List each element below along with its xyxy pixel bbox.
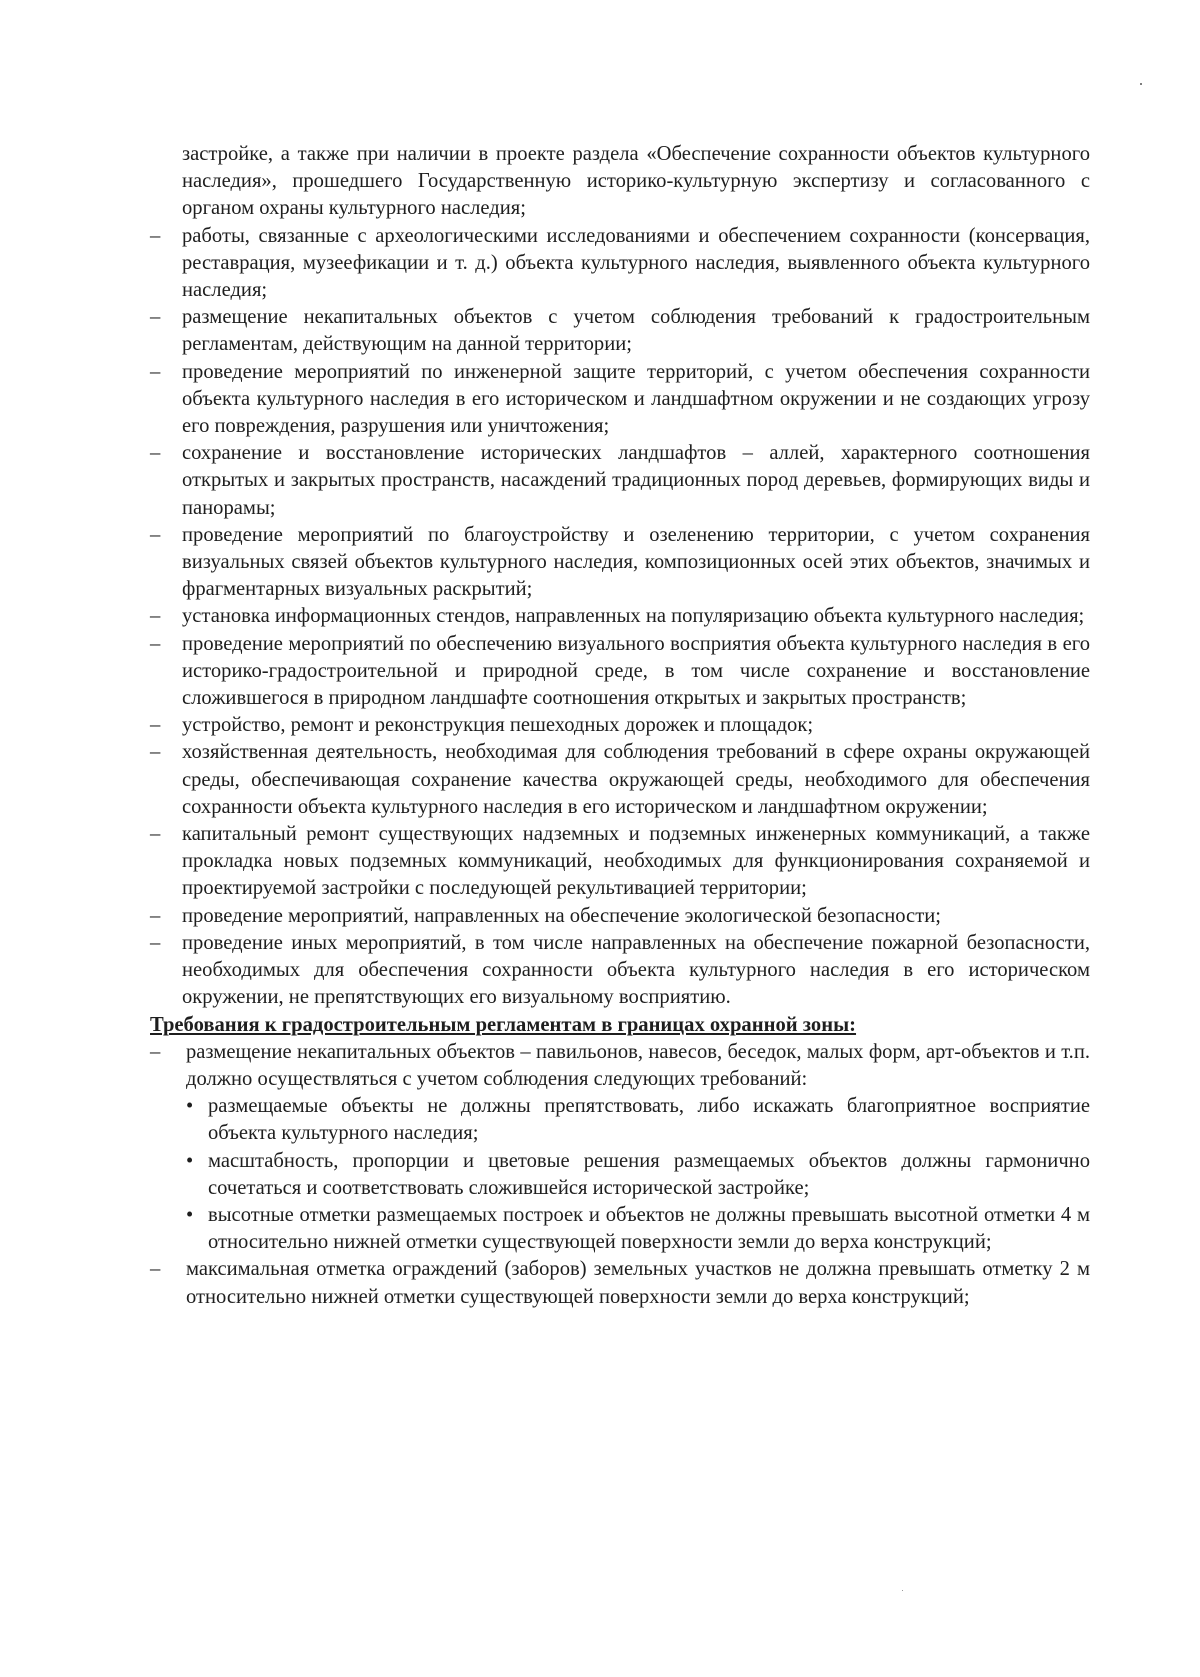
list-item <box>150 359 1090 441</box>
bullet-marker: • <box>186 1149 194 1172</box>
section-heading: Требования к градостроительным регламентам в границах охранной зоны: <box>150 1013 857 1036</box>
sub-list-item-text: размещаемые объекты не должны препятствовать, либо искажать благоприятное восприятие объекта культурного наследия; <box>208 1095 1090 1145</box>
list-item-text: устройство, ремонт и реконструкция пешеходных дорожек и площадок; <box>182 714 814 737</box>
list-item-text: установка информационных стендов, направленных на популяризацию объекта культурного наследия; <box>182 605 1085 628</box>
document-body <box>150 141 1090 1311</box>
list-item-text: сохранение и восстановление исторических ландшафтов – аллей, характерного соотношения открытых и закрытых пространств, насаждений традиционных пород деревьев, формирующих виды и панорамы; <box>182 442 1090 519</box>
dash-marker: – <box>150 823 161 846</box>
sub-list-item-text: высотные отметки размещаемых построек и объектов не должны превышать высотной отметки 4 м относительно нижней отметки существующей поверхности земли до верха конструкций; <box>208 1203 1090 1254</box>
list-item-text: размещение некапитальных объектов – павильонов, навесов, беседок, малых форм, арт-объектов и т.п. должно осуществляться с учетом соблюдения следующих требований: <box>186 1040 1090 1090</box>
scan-speck <box>902 1590 903 1591</box>
bullet-marker: • <box>186 1095 194 1118</box>
dash-marker: – <box>150 1040 161 1063</box>
list-item-text: проведение мероприятий по инженерной защите территорий, с учетом обеспечения сохранности объекта культурного наследия в его историческом и ландшафтном окружении и не создающих угрозу его повреждения, разрушения или уничтожения; <box>182 360 1090 438</box>
list-item <box>150 739 1090 821</box>
sub-list-item <box>150 1148 1090 1202</box>
requirements-list <box>150 1039 1090 1311</box>
dash-marker: – <box>150 931 161 954</box>
list-item <box>150 930 1090 1012</box>
sub-list-item-text: масштабность, пропорции и цветовые решения размещаемых объектов должны гармонично сочетаться и соответствовать сложившейся исторической застройке; <box>208 1149 1090 1199</box>
dash-marker: – <box>150 605 161 628</box>
list-item <box>150 440 1090 522</box>
list-item <box>150 223 1090 305</box>
list-item-text: размещение некапитальных объектов с учетом соблюдения требований к градостроительным регламентам, действующим на данной территории; <box>182 306 1090 356</box>
dash-marker: – <box>150 632 161 655</box>
list-item-text: работы, связанные с археологическими исследованиями и обеспечением сохранности (консервация, реставрация, музеефикации и т. д.) объекта культурного наследия, выявленного объекта культурного наследия; <box>182 224 1090 302</box>
list-item-text: максимальная отметка ограждений (заборов) земельных участков не должна превышать отметку 2 м относительно нижней отметки существующей поверхности земли до верха конструкций; <box>186 1258 1090 1308</box>
dash-marker: – <box>150 224 161 247</box>
list-item <box>150 903 1090 930</box>
sub-list-item <box>150 1202 1090 1256</box>
dash-marker: – <box>150 904 161 927</box>
permitted-works-list <box>150 223 1090 1012</box>
list-item <box>150 522 1090 604</box>
list-item <box>150 631 1090 713</box>
list-item <box>150 821 1090 903</box>
dash-marker: – <box>150 523 161 546</box>
sub-list-item <box>150 1093 1090 1147</box>
list-item <box>150 712 1090 739</box>
continuation-paragraph: застройке, а также при наличии в проекте раздела «Обеспечение сохранности объектов культурного наследия», прошедшего Государственную историко-культурную экспертизу и согласованного с органом охраны культурного наследия; <box>182 143 1090 220</box>
dash-marker: – <box>150 442 161 465</box>
dash-marker: – <box>150 1258 161 1281</box>
list-item <box>150 603 1090 630</box>
dash-marker: – <box>150 360 161 383</box>
list-item-text: хозяйственная деятельность, необходимая для соблюдения требований в сфере охраны окружающей среды, обеспечивающая сохранение качества окружающей среды, необходимого для обеспечения сохранности объекта культурного наследия в его историческом и ландшафтном окружении; <box>182 741 1090 818</box>
dash-marker: – <box>150 306 161 329</box>
list-item-text: проведение мероприятий по обеспечению визуального восприятия объекта культурного наследия в его историко-градостроительной и природной среде, в том числе сохранение и восстановление сложившегося в природном ландшафте соотношения открытых и закрытых пространств; <box>182 632 1090 710</box>
dash-marker: – <box>150 714 161 737</box>
scan-speck <box>1140 83 1142 85</box>
list-item-text: капитальный ремонт существующих надземных и подземных инженерных коммуникаций, а также прокладка новых подземных коммуникаций, необходимых для функционирования сохраняемой и проектируемой застройки с последующей рекультивацией территории; <box>182 823 1090 900</box>
list-item <box>150 1256 1090 1310</box>
list-item-text: проведение мероприятий по благоустройству и озеленению территории, с учетом сохранения визуальных связей объектов культурного наследия, композиционных осей этих объектов, значимых и фрагментарных визуальных раскрытий; <box>182 523 1090 601</box>
list-item <box>150 1039 1090 1093</box>
list-item-text: проведение мероприятий, направленных на обеспечение экологической безопасности; <box>182 904 941 927</box>
bullet-marker: • <box>186 1203 194 1226</box>
list-item <box>150 304 1090 358</box>
dash-marker: – <box>150 741 161 764</box>
list-item-text: проведение иных мероприятий, в том числе направленных на обеспечение пожарной безопасности, необходимых для обеспечения сохранности объекта культурного наследия в его историческом окружении, не препятствующих его визуальному восприятию. <box>182 931 1090 1009</box>
